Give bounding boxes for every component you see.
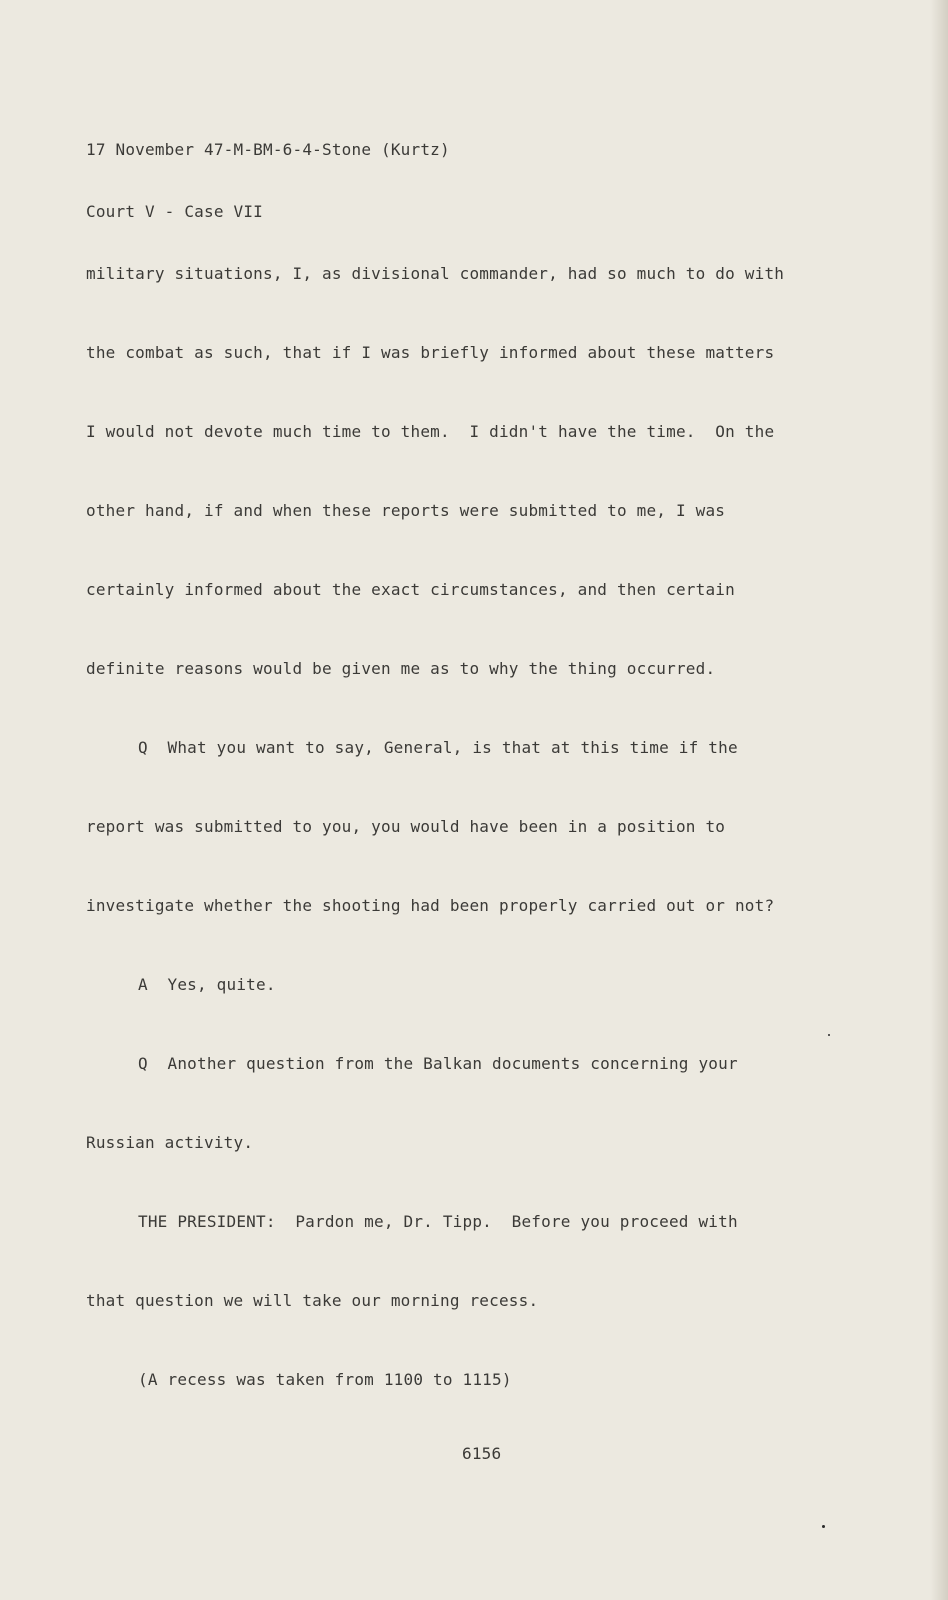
page-number: 6156 bbox=[462, 1444, 502, 1463]
transcript-body bbox=[86, 221, 784, 1444]
transcript-line: other hand, if and when these reports were submitted to me, I was bbox=[86, 501, 726, 520]
president-line: THE PRESIDENT: Pardon me, Dr. Tipp. Before you proceed with bbox=[138, 1212, 738, 1231]
question-line: Q What you want to say, General, is that at this time if the bbox=[138, 738, 738, 757]
header-court-line: Court V - Case VII bbox=[86, 202, 263, 221]
transcript-line: investigate whether the shooting had been properly carried out or not? bbox=[86, 896, 775, 915]
transcript-line: certainly informed about the exact circumstances, and then certain bbox=[86, 580, 735, 599]
page-edge-shadow bbox=[930, 0, 948, 1600]
recess-note: (A recess was taken from 1100 to 1115) bbox=[138, 1370, 512, 1389]
transcript-line: that question we will take our morning recess. bbox=[86, 1291, 539, 1310]
transcript-line: definite reasons would be given me as to why the thing occurred. bbox=[86, 659, 716, 678]
header-date-line: 17 November 47-M-BM-6-4-Stone (Kurtz) bbox=[86, 140, 450, 159]
transcript-line: report was submitted to you, you would have been in a position to bbox=[86, 817, 726, 836]
transcript-line: military situations, I, as divisional commander, had so much to do with bbox=[86, 264, 785, 283]
paper-speck bbox=[822, 1525, 825, 1528]
transcript-line: I would not devote much time to them. I didn't have the time. On the bbox=[86, 422, 775, 441]
transcript-line: the combat as such, that if I was briefly informed about these matters bbox=[86, 343, 775, 362]
answer-line: A Yes, quite. bbox=[138, 975, 276, 994]
question-line: Q Another question from the Balkan documents concerning your bbox=[138, 1054, 738, 1073]
paper-speck bbox=[828, 1034, 830, 1036]
transcript-line: Russian activity. bbox=[86, 1133, 254, 1152]
